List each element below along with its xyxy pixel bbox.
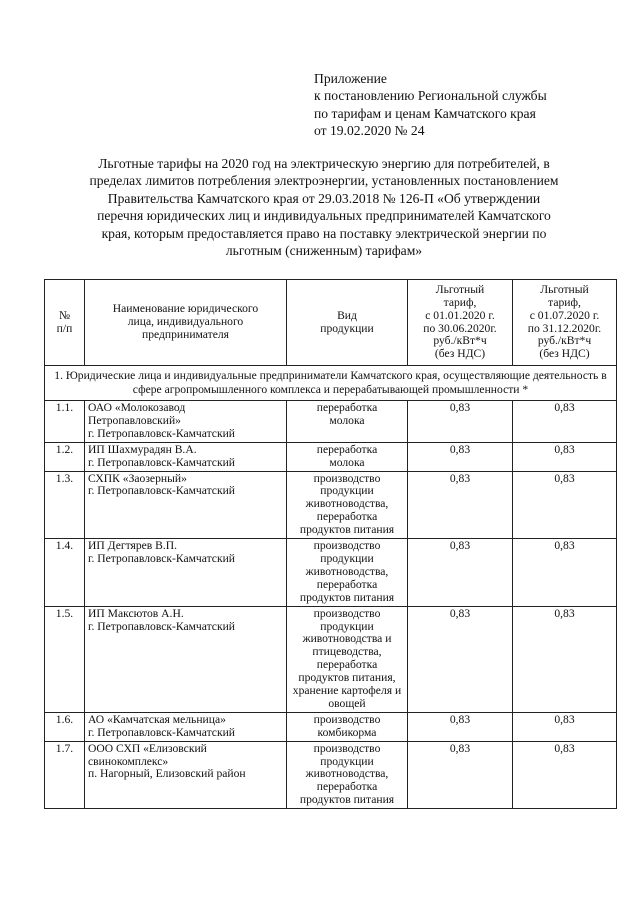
row-product: переработка молока bbox=[287, 442, 408, 471]
row-product: производство продукции животноводства, переработка продуктов питания bbox=[287, 471, 408, 539]
title-line: Льготные тарифы на 2020 год на электрическую энергию для потребителей, в bbox=[98, 156, 550, 171]
row-tariff-h1: 0,83 bbox=[408, 401, 513, 443]
appendix-line: по тарифам и ценам Камчатского края bbox=[314, 105, 536, 121]
row-num: 1.3. bbox=[45, 471, 85, 539]
table-row bbox=[45, 539, 617, 607]
appendix-line: от 19.02.2020 № 24 bbox=[314, 122, 425, 138]
appendix-line: Приложение bbox=[314, 71, 387, 86]
row-num: 1.2. bbox=[45, 442, 85, 471]
row-tariff-h1: 0,83 bbox=[408, 442, 513, 471]
row-name: ИП Шахмурадян В.А. г. Петропавловск-Камчатский bbox=[85, 442, 287, 471]
appendix-line: к постановлению Региональной службы bbox=[314, 88, 547, 104]
table-row bbox=[45, 471, 617, 539]
table-row bbox=[45, 712, 617, 741]
row-num: 1.1. bbox=[45, 401, 85, 443]
header-name: Наименование юридического лица, индивидуального предпринимателя bbox=[85, 280, 287, 366]
row-product: производство продукции животноводства и птицеводства, переработка продуктов питания, хранение картофеля и овощей bbox=[287, 606, 408, 712]
table-row bbox=[45, 741, 617, 809]
header-tariff-h1: Льготный тариф, с 01.01.2020 г. по 30.06.2020г. руб./кВт*ч (без НДС) bbox=[408, 280, 513, 366]
document-title bbox=[40, 155, 608, 259]
row-tariff-h2: 0,83 bbox=[513, 442, 617, 471]
row-tariff-h2: 0,83 bbox=[513, 471, 617, 539]
row-name: ИП Дегтярев В.П. г. Петропавловск-Камчатский bbox=[85, 539, 287, 607]
tariff-table bbox=[44, 279, 617, 809]
row-num: 1.4. bbox=[45, 539, 85, 607]
header-product: Вид продукции bbox=[287, 280, 408, 366]
row-name: ОАО «Молокозавод Петропавловский» г. Петропавловск-Камчатский bbox=[85, 401, 287, 443]
row-tariff-h2: 0,83 bbox=[513, 606, 617, 712]
row-tariff-h1: 0,83 bbox=[408, 606, 513, 712]
row-name: ООО СХП «Елизовский свинокомплекс» п. Нагорный, Елизовский район bbox=[85, 741, 287, 809]
row-num: 1.6. bbox=[45, 712, 85, 741]
header-tariff-h2: Льготный тариф, с 01.07.2020 г. по 31.12.2020г. руб./кВт*ч (без НДС) bbox=[513, 280, 617, 366]
appendix-block bbox=[314, 70, 547, 139]
table-row bbox=[45, 442, 617, 471]
row-tariff-h2: 0,83 bbox=[513, 712, 617, 741]
section-row bbox=[45, 366, 617, 401]
title-line: Правительства Камчатского края от 29.03.2018 № 126-П «Об утверждении bbox=[107, 190, 541, 206]
row-name: ИП Максютов А.Н. г. Петропавловск-Камчатский bbox=[85, 606, 287, 712]
row-tariff-h2: 0,83 bbox=[513, 741, 617, 809]
row-num: 1.7. bbox=[45, 741, 85, 809]
title-line: льготным (сниженным) тарифам» bbox=[225, 243, 423, 259]
title-line: пределах лимитов потребления электроэнергии, установленных постановлением bbox=[89, 173, 559, 189]
row-name: АО «Камчатская мельница» г. Петропавловск-Камчатский bbox=[85, 712, 287, 741]
row-num: 1.5. bbox=[45, 606, 85, 712]
row-product: производство продукции животноводства, переработка продуктов питания bbox=[287, 539, 408, 607]
table-header-row bbox=[45, 280, 617, 366]
table-row bbox=[45, 401, 617, 443]
row-tariff-h2: 0,83 bbox=[513, 401, 617, 443]
row-tariff-h1: 0,83 bbox=[408, 539, 513, 607]
title-line: перечня юридических лиц и индивидуальных предпринимателей Камчатского bbox=[97, 208, 551, 224]
title-line: края, которым предоставляется право на поставку электрической энергии по bbox=[101, 225, 547, 241]
header-num: № п/п bbox=[45, 280, 85, 366]
row-product: производство продукции животноводства, переработка продуктов питания bbox=[287, 741, 408, 809]
table-row bbox=[45, 606, 617, 712]
section-heading: 1. Юридические лица и индивидуальные предприниматели Камчатского края, осуществляющие деятельность в сфере агропромышленного комплекса и перерабатывающей промышленности * bbox=[45, 366, 617, 401]
row-product: производство комбикорма bbox=[287, 712, 408, 741]
row-tariff-h2: 0,83 bbox=[513, 539, 617, 607]
row-name: СХПК «Заозерный» г. Петропавловск-Камчатский bbox=[85, 471, 287, 539]
row-tariff-h1: 0,83 bbox=[408, 712, 513, 741]
row-tariff-h1: 0,83 bbox=[408, 741, 513, 809]
row-product: переработка молока bbox=[287, 401, 408, 443]
row-tariff-h1: 0,83 bbox=[408, 471, 513, 539]
